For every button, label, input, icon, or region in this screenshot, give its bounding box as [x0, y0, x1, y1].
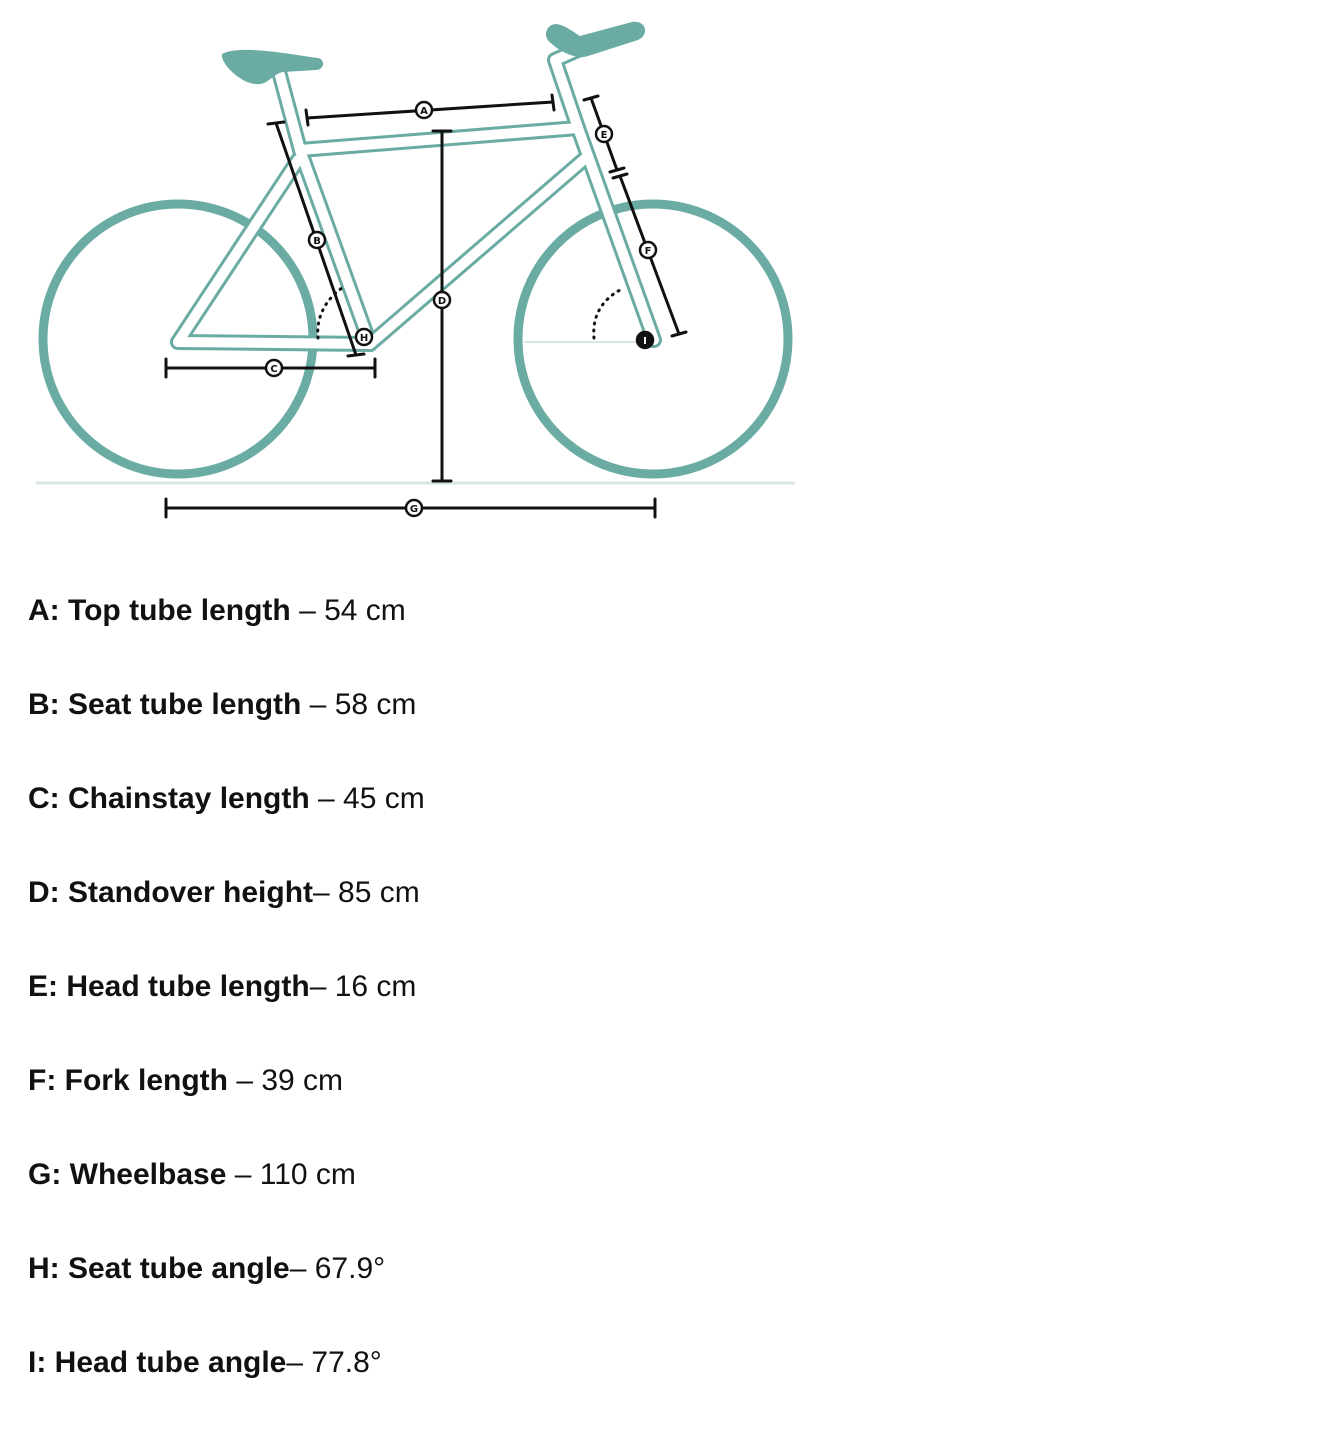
bike-frame — [178, 22, 654, 344]
marker-f — [640, 242, 656, 258]
svg-text:D: D — [437, 296, 447, 307]
spec-value: – 16 cm — [309, 970, 417, 1003]
spec-head-tube-angle — [28, 1338, 425, 1432]
spec-label: E: Head tube length — [28, 970, 310, 1003]
spec-label: H: Seat tube angle — [28, 1252, 290, 1285]
saddle — [222, 50, 323, 84]
marker-b — [309, 232, 325, 248]
svg-text:A: A — [420, 106, 428, 117]
spec-value: – 58 cm — [301, 688, 417, 721]
spec-seat-tube-length — [28, 680, 425, 774]
spec-label: D: Standover height — [28, 876, 314, 909]
spec-seat-tube-angle — [28, 1244, 425, 1338]
marker-i — [637, 332, 653, 348]
spec-value: – 45 cm — [309, 782, 425, 815]
spec-label: B: Seat tube length — [28, 688, 302, 721]
spec-top-tube-length — [28, 586, 425, 680]
marker-a — [416, 102, 432, 118]
spec-fork-length — [28, 1056, 425, 1150]
spec-head-tube-length — [28, 962, 425, 1056]
spec-value: – 39 cm — [227, 1064, 344, 1097]
svg-text:B: B — [313, 236, 321, 247]
marker-e — [596, 126, 612, 142]
spec-value: – 54 cm — [290, 594, 406, 627]
svg-text:I: I — [643, 336, 647, 347]
svg-text:G: G — [409, 504, 419, 515]
svg-text:C: C — [270, 364, 278, 375]
spec-value: – 110 cm — [226, 1158, 356, 1191]
spec-label: G: Wheelbase — [28, 1158, 227, 1191]
marker-g — [406, 500, 422, 516]
bike-geometry-diagram — [0, 0, 830, 540]
svg-text:H: H — [359, 333, 369, 344]
spec-chainstay-length — [28, 774, 425, 868]
marker-h — [356, 329, 372, 345]
spec-label: I: Head tube angle — [28, 1346, 287, 1379]
svg-text:F: F — [644, 246, 652, 257]
svg-text:E: E — [600, 130, 608, 141]
marker-c — [266, 360, 282, 376]
spec-label: F: Fork length — [28, 1064, 228, 1097]
spec-label: C: Chainstay length — [28, 782, 310, 815]
spec-value: – 77.8° — [286, 1346, 382, 1379]
spec-label: A: Top tube length — [28, 594, 291, 627]
spec-value: – 67.9° — [289, 1252, 386, 1285]
spec-standover-height — [28, 868, 425, 962]
geometry-spec-list — [28, 586, 425, 1432]
spec-value: – 85 cm — [313, 876, 420, 909]
marker-d — [434, 292, 450, 308]
spec-wheelbase — [28, 1150, 425, 1244]
head-angle-arc — [594, 290, 620, 338]
seat-angle-arc — [318, 288, 342, 338]
